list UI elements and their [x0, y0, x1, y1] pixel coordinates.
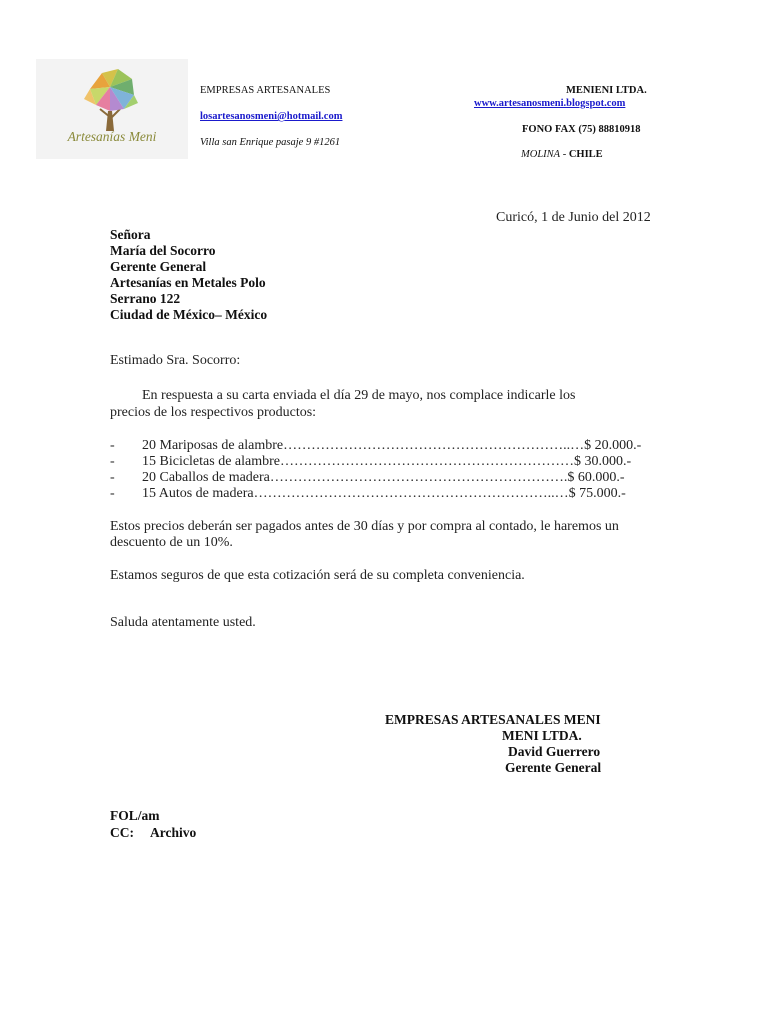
recipient-city: Ciudad de México– México	[110, 307, 268, 322]
paragraph-1-line-2: precios de los respectivos productos:	[110, 405, 317, 420]
greeting: Estimado Sra. Socorro:	[110, 353, 241, 368]
item-bullet: -	[110, 486, 115, 501]
signature-company-suffix: MENI LTDA.	[502, 728, 582, 743]
reference-initials: FOL/am	[110, 808, 160, 823]
price-item	[110, 470, 670, 486]
country: CHILE	[568, 149, 603, 160]
paragraph-1-line-1: En respuesta a su carta enviada el día 29 de mayo, nos complace indicarle los	[142, 388, 576, 403]
price-item	[110, 454, 670, 470]
price-item	[110, 438, 670, 454]
price-item	[110, 486, 670, 502]
letter-date: Curicó, 1 de Junio del 2012	[496, 210, 651, 225]
item-bullet: -	[110, 454, 115, 469]
city-separator: -	[560, 149, 569, 160]
signature-name: David Guerrero	[508, 744, 601, 759]
paragraph-3: Estamos seguros de que esta cotización será de su completa conveniencia.	[110, 568, 525, 583]
company-name-left: EMPRESAS ARTESANALES	[200, 85, 331, 96]
paragraph-2-line-1: Estos precios deberán ser pagados antes de 30 días y por compra al contado, le haremos un	[110, 519, 619, 534]
email-link[interactable]: losartesanosmeni@hotmail.com	[200, 111, 343, 122]
company-logo	[36, 59, 188, 159]
recipient-title: Señora	[110, 227, 151, 242]
website-link[interactable]: www.artesanosmeni.blogspot.com	[474, 98, 626, 109]
recipient-position: Gerente General	[110, 259, 207, 274]
logo-wordmark: Artesanías Meni	[67, 129, 157, 144]
item-text: 20 Caballos de madera……………………………………………………….$ 60.000.-	[142, 470, 625, 485]
city-country	[521, 149, 603, 160]
item-bullet: -	[110, 470, 115, 485]
cc-value: Archivo	[150, 825, 197, 840]
recipient-name: María del Socorro	[110, 243, 216, 258]
recipient-company: Artesanías en Metales Polo	[110, 275, 266, 290]
cc-label: CC:	[110, 825, 134, 840]
item-text: 15 Autos de madera………………………………………………………..…$ 75.000.-	[142, 486, 626, 501]
company-name-right: MENIENI LTDA.	[566, 85, 647, 96]
signature-position: Gerente General	[505, 760, 602, 775]
paragraph-2-line-2: descuento de un 10%.	[110, 535, 233, 550]
closing: Saluda atentamente usted.	[110, 615, 256, 630]
recipient-street: Serrano 122	[110, 291, 181, 306]
city: MOLINA	[521, 149, 561, 160]
item-text: 15 Bicicletas de alambre………………………………………………………$ 30.000.-	[142, 454, 632, 469]
phone-fax: FONO FAX (75) 88810918	[522, 124, 641, 135]
address: Villa san Enrique pasaje 9 #1261	[200, 137, 341, 148]
signature-company: EMPRESAS ARTESANALES MENI	[385, 712, 601, 727]
item-text: 20 Mariposas de alambre……………………………………………………..…$ 20.000.-	[142, 438, 642, 453]
item-bullet: -	[110, 438, 115, 453]
